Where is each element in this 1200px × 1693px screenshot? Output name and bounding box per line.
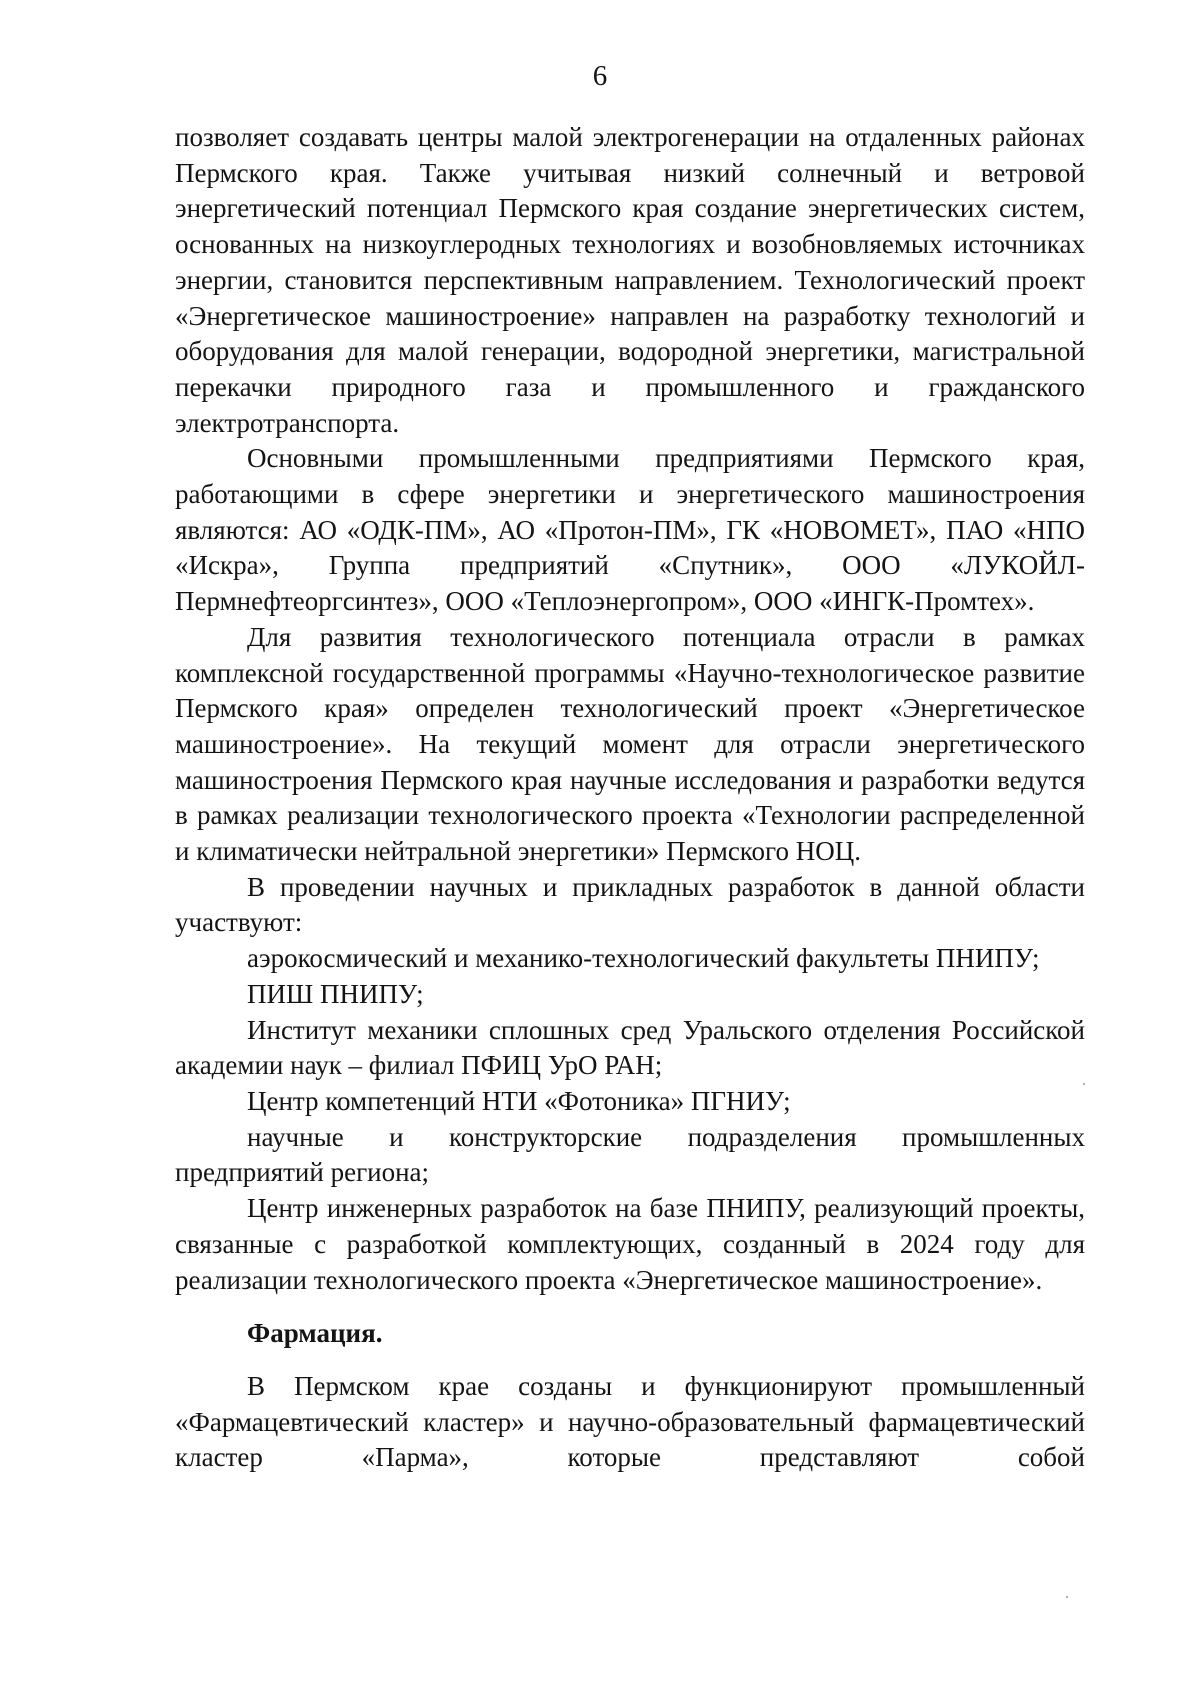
participant-list-item: ПИШ ПНИПУ; <box>247 978 424 1009</box>
paragraph-energy-generation: позволяет создавать центры малой электрогенерации на отдаленных районах Пермского края. Также учитывая низкий солнечный и ветровой энергетический потенциал Пермского края создание энергетических систем, основанных на низкоуглеродных технологиях и возобновляемых источниках энергии, становится перспективным направлением. Технологический проект «Энергетическое машиностроение» направлен на разработку технологий и оборудования для малой генерации, водородной энергетики, магистральной перекачки природного газа и промышленного и гражданского электротранспорта. <box>175 122 1085 438</box>
paragraph-energy-enterprises: Основными промышленными предприятиями Пермского края, работающими в сфере энергетики и энергетического машиностроения являются: АО «ОДК-ПМ», АО «Протон-ПМ», ГК «НОВОМЕТ», ПАО «НПО «Искра», Группа предприятий «Спутник», ООО «ЛУКОЙЛ-Пермнефтеоргсинтез», ООО «Теплоэнергопром», ООО «ИНГК-Промтех». <box>175 443 1085 617</box>
section-heading-pharmacy: Фармация. <box>247 1318 383 1349</box>
participant-list-item: научные и конструкторские подразделения промышленных предприятий региона; <box>175 1121 1085 1188</box>
participant-list-item: Центр инженерных разработок на базе ПНИПУ, реализующий проекты, связанные с разработкой комплектующих, созданный в 2024 году для реализации технологического проекта «Энергетическое машиностроение». <box>175 1193 1085 1295</box>
paragraph-participants-intro: В проведении научных и прикладных разработок в данной области участвуют: <box>175 871 1085 938</box>
paragraph-pharmacy-clusters: В Пермском крае созданы и функционируют промышленный «Фармацевтический кластер» и научно-образовательный фармацевтический кластер «Парма», которые представляют собой <box>175 1370 1085 1473</box>
scan-speck <box>1083 1083 1085 1085</box>
participant-list-item: аэрокосмический и механико-технологический факультеты ПНИПУ; <box>247 943 1040 974</box>
participant-list-item: Центр компетенций НТИ «Фотоника» ПГНИУ; <box>247 1085 791 1116</box>
page-body <box>175 120 1085 1476</box>
page-number: 6 <box>592 60 608 92</box>
scan-speck <box>1066 1596 1068 1598</box>
paragraph-technology-project: Для развития технологического потенциала отрасли в рамках комплексной государственной программы «Научно-технологическое развитие Пермского края» определен технологический проект «Энергетическое машиностроение». На текущий момент для отрасли энергетического машиностроения Пермского края научные исследования и разработки ведутся в рамках реализации технологического проекта «Технологии распределенной и климатически нейтральной энергетики» Пермского НОЦ. <box>175 621 1085 867</box>
participant-list-item: Институт механики сплошных сред Уральского отделения Российской академии наук – филиал ПФИЦ УрО РАН; <box>175 1014 1085 1081</box>
